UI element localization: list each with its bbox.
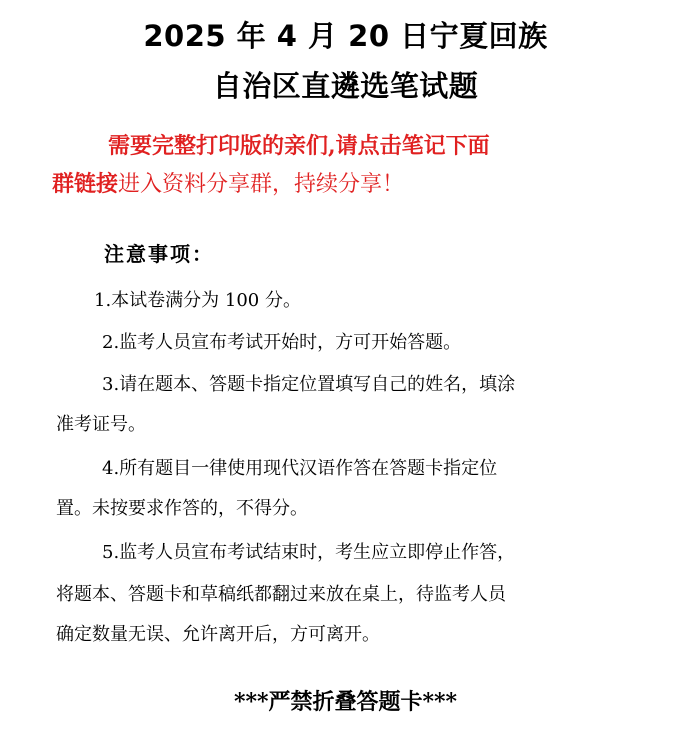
print-notice-line2-rest: 进入资料分享群，持续分享！ xyxy=(118,172,405,197)
print-notice-line1: 需要完整打印版的亲们,请点击笔记下面 xyxy=(108,133,490,159)
no-folding-warning: ***严禁折叠答题卡*** xyxy=(233,689,458,715)
instruction-item-5-line3: 确定数量无误、允许离开后，方可离开。 xyxy=(56,624,380,645)
print-notice-line2 xyxy=(52,166,652,203)
instructions-heading: 注意事项： xyxy=(104,242,214,266)
instruction-item-4-line1: 4.所有题目一律使用现代汉语作答在答题卡指定位 xyxy=(102,458,498,479)
document-title-line2: 自治区直遴选笔试题 xyxy=(212,69,479,103)
document-title-line1: 2025 年 4 月 20 日宁夏回族 xyxy=(143,19,548,53)
instruction-item-5-line1: 5.监考人员宣布考试结束时，考生应立即停止作答， xyxy=(102,542,516,563)
instruction-item-3-line2: 准考证号。 xyxy=(56,414,146,435)
instruction-item-4-line2: 置。未按要求作答的，不得分。 xyxy=(56,498,308,519)
instruction-item-3-line1: 3.请在题本、答题卡指定位置填写自己的姓名，填涂 xyxy=(102,374,516,395)
group-link-text: 群链接 xyxy=(52,171,119,197)
instruction-item-5-line2: 将题本、答题卡和草稿纸都翻过来放在桌上，待监考人员 xyxy=(56,584,506,605)
instruction-item-1: 1.本试卷满分为 100 分。 xyxy=(94,290,301,311)
instruction-item-2: 2.监考人员宣布考试开始时，方可开始答题。 xyxy=(102,332,462,353)
